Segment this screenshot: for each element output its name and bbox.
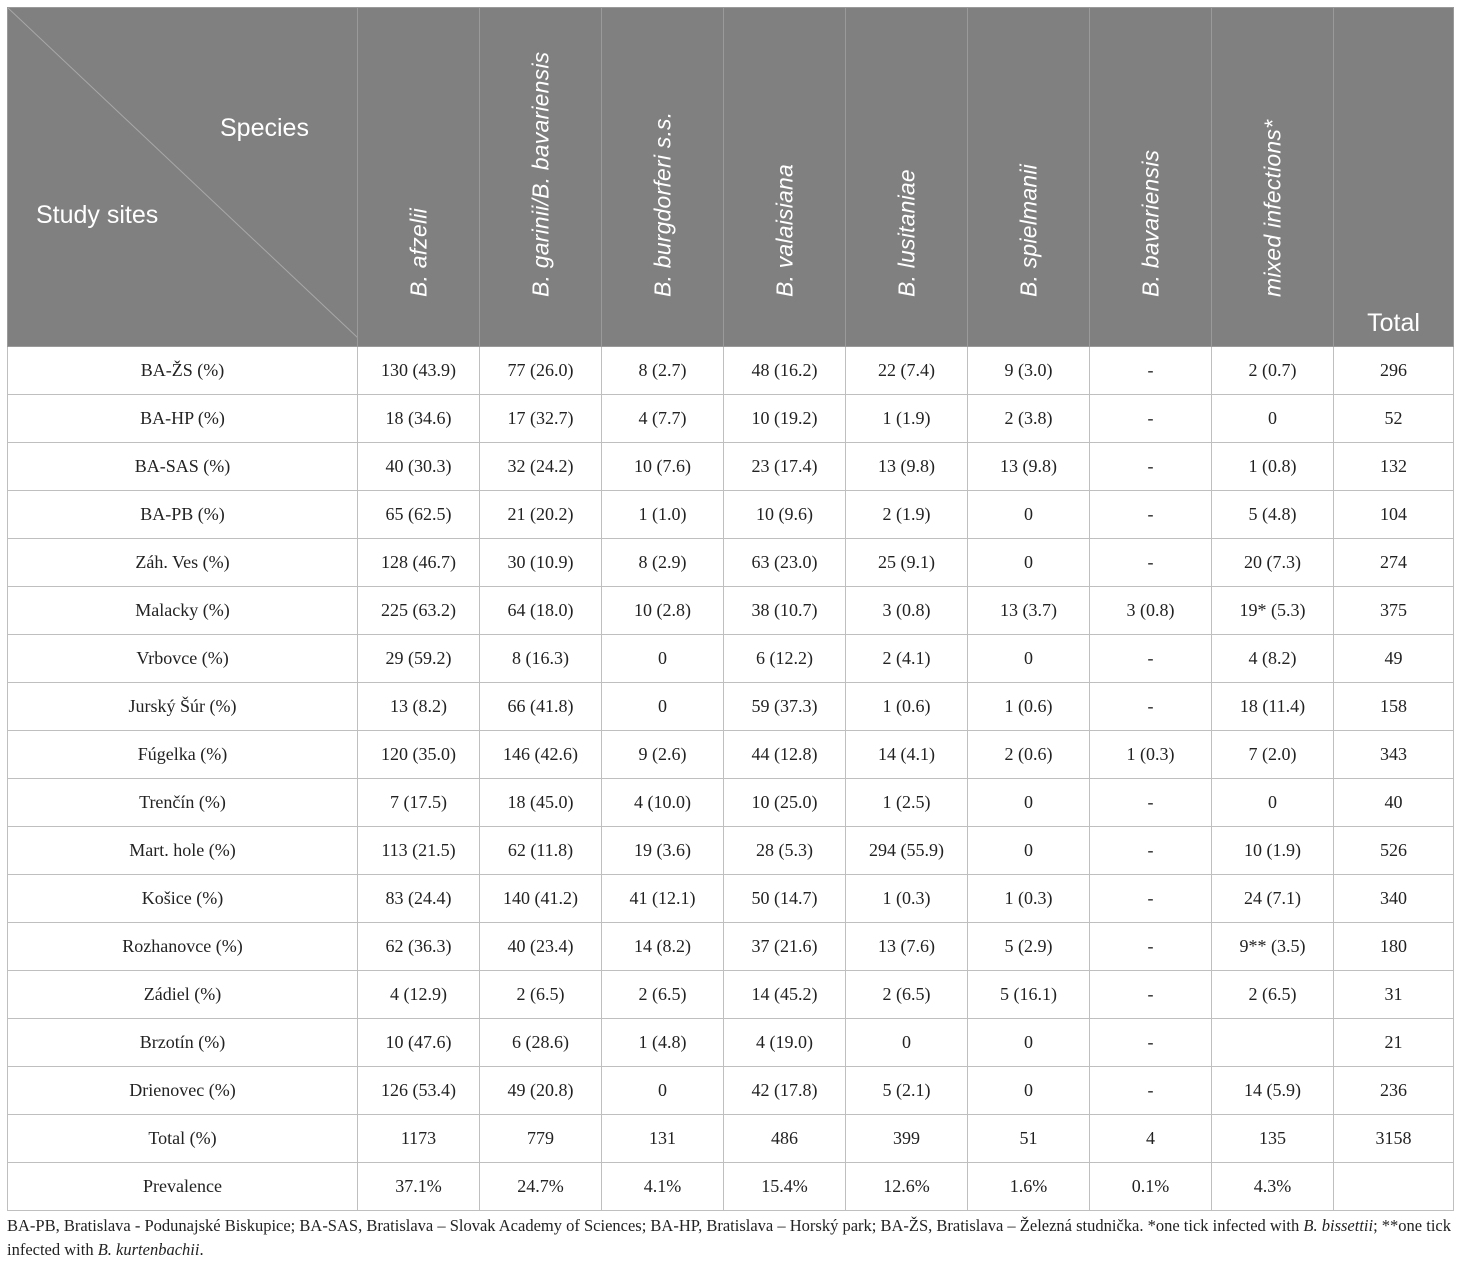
table-cell: - bbox=[1090, 875, 1212, 923]
table-row bbox=[8, 1163, 1454, 1211]
table-cell: 18 (34.6) bbox=[358, 395, 480, 443]
column-header-b-valaisiana: B. valaisiana bbox=[724, 8, 846, 347]
table-row bbox=[8, 491, 1454, 539]
table-cell: 19 (3.6) bbox=[602, 827, 724, 875]
table-cell: 2 (6.5) bbox=[602, 971, 724, 1019]
header-row bbox=[8, 8, 1454, 347]
footnote-text-2: ; **one tick infected with bbox=[7, 1216, 1451, 1259]
table-row bbox=[8, 971, 1454, 1019]
table-cell: 63 (23.0) bbox=[724, 539, 846, 587]
table-cell: 2 (1.9) bbox=[846, 491, 968, 539]
row-site-label: Fúgelka (%) bbox=[8, 731, 358, 779]
table-cell: 13 (9.8) bbox=[968, 443, 1090, 491]
row-site-label: Total (%) bbox=[8, 1115, 358, 1163]
column-header-b-lusitaniae: B. lusitaniae bbox=[846, 8, 968, 347]
table-cell: 12.6% bbox=[846, 1163, 968, 1211]
table-cell: 0 bbox=[602, 1067, 724, 1115]
table-cell: 59 (37.3) bbox=[724, 683, 846, 731]
table-row bbox=[8, 779, 1454, 827]
row-site-label: Záh. Ves (%) bbox=[8, 539, 358, 587]
table-row bbox=[8, 1019, 1454, 1067]
column-header-b-afzelii: B. afzelii bbox=[358, 8, 480, 347]
table-cell: 48 (16.2) bbox=[724, 347, 846, 395]
table-cell: 113 (21.5) bbox=[358, 827, 480, 875]
table-cell: 0 bbox=[846, 1019, 968, 1067]
row-site-label: Košice (%) bbox=[8, 875, 358, 923]
row-site-label: Vrbovce (%) bbox=[8, 635, 358, 683]
table-cell: 9 (3.0) bbox=[968, 347, 1090, 395]
table-cell: 2 (6.5) bbox=[1212, 971, 1334, 1019]
table-cell: 10 (1.9) bbox=[1212, 827, 1334, 875]
table-cell: 2 (3.8) bbox=[968, 395, 1090, 443]
table-cell: 1173 bbox=[358, 1115, 480, 1163]
table-cell: 41 (12.1) bbox=[602, 875, 724, 923]
table-row bbox=[8, 875, 1454, 923]
table-cell: 130 (43.9) bbox=[358, 347, 480, 395]
table-cell: 62 (11.8) bbox=[480, 827, 602, 875]
table-cell: 64 (18.0) bbox=[480, 587, 602, 635]
table-cell: 30 (10.9) bbox=[480, 539, 602, 587]
table-cell: 158 bbox=[1334, 683, 1454, 731]
table-row bbox=[8, 923, 1454, 971]
table-cell: 9** (3.5) bbox=[1212, 923, 1334, 971]
table-cell: 28 (5.3) bbox=[724, 827, 846, 875]
table-cell: 0 bbox=[968, 491, 1090, 539]
table-cell: 2 (0.6) bbox=[968, 731, 1090, 779]
table-row bbox=[8, 539, 1454, 587]
table-cell: 4.3% bbox=[1212, 1163, 1334, 1211]
table-cell: - bbox=[1090, 971, 1212, 1019]
table-cell: 9 (2.6) bbox=[602, 731, 724, 779]
column-header-b-burgdorferi: B. burgdorferi s.s. bbox=[602, 8, 724, 347]
table-cell: 399 bbox=[846, 1115, 968, 1163]
table-cell: 343 bbox=[1334, 731, 1454, 779]
row-site-label: Prevalence bbox=[8, 1163, 358, 1211]
table-cell: - bbox=[1090, 683, 1212, 731]
table-cell: 38 (10.7) bbox=[724, 587, 846, 635]
table-cell: 52 bbox=[1334, 395, 1454, 443]
row-site-label: Drienovec (%) bbox=[8, 1067, 358, 1115]
table-row bbox=[8, 443, 1454, 491]
table-cell: - bbox=[1090, 779, 1212, 827]
table-cell: 120 (35.0) bbox=[358, 731, 480, 779]
table-cell: 2 (6.5) bbox=[480, 971, 602, 1019]
table-cell: - bbox=[1090, 1019, 1212, 1067]
table-cell: 66 (41.8) bbox=[480, 683, 602, 731]
table-cell: 340 bbox=[1334, 875, 1454, 923]
header-species-label: Species bbox=[220, 114, 309, 142]
table-cell: 13 (7.6) bbox=[846, 923, 968, 971]
footnote-species-1: B. bissettii bbox=[1303, 1216, 1374, 1235]
table-cell: 14 (5.9) bbox=[1212, 1067, 1334, 1115]
table-cell: 44 (12.8) bbox=[724, 731, 846, 779]
table-cell: 15.4% bbox=[724, 1163, 846, 1211]
table-cell: 51 bbox=[968, 1115, 1090, 1163]
table-cell: 17 (32.7) bbox=[480, 395, 602, 443]
table-cell: 0 bbox=[1212, 395, 1334, 443]
table-cell: - bbox=[1090, 443, 1212, 491]
table-footnote bbox=[7, 1214, 1455, 1262]
table-cell: 1 (0.3) bbox=[846, 875, 968, 923]
table-cell: 225 (63.2) bbox=[358, 587, 480, 635]
table-cell: 3 (0.8) bbox=[846, 587, 968, 635]
table-row bbox=[8, 1067, 1454, 1115]
table-cell: 8 (2.9) bbox=[602, 539, 724, 587]
table-cell: 7 (2.0) bbox=[1212, 731, 1334, 779]
table-cell: 486 bbox=[724, 1115, 846, 1163]
table-cell: 6 (28.6) bbox=[480, 1019, 602, 1067]
table-cell: 40 (30.3) bbox=[358, 443, 480, 491]
table-cell: - bbox=[1090, 347, 1212, 395]
table-cell: 14 (8.2) bbox=[602, 923, 724, 971]
header-corner-cell bbox=[8, 8, 358, 347]
table-cell: 0 bbox=[968, 779, 1090, 827]
column-header-b-spielmanii: B. spielmanii bbox=[968, 8, 1090, 347]
table-cell: 132 bbox=[1334, 443, 1454, 491]
table-body bbox=[8, 347, 1454, 1211]
table-row bbox=[8, 635, 1454, 683]
table-cell: - bbox=[1090, 491, 1212, 539]
table-cell: 5 (4.8) bbox=[1212, 491, 1334, 539]
table-cell: 10 (7.6) bbox=[602, 443, 724, 491]
table-cell: 40 bbox=[1334, 779, 1454, 827]
table-cell: 18 (45.0) bbox=[480, 779, 602, 827]
table-cell: 0 bbox=[968, 635, 1090, 683]
table-cell: 8 (2.7) bbox=[602, 347, 724, 395]
table-cell: 2 (4.1) bbox=[846, 635, 968, 683]
table-cell: 3 (0.8) bbox=[1090, 587, 1212, 635]
table-cell: 10 (9.6) bbox=[724, 491, 846, 539]
table-row bbox=[8, 1115, 1454, 1163]
table-cell: 236 bbox=[1334, 1067, 1454, 1115]
table-cell: 104 bbox=[1334, 491, 1454, 539]
table-row bbox=[8, 347, 1454, 395]
table-cell: 65 (62.5) bbox=[358, 491, 480, 539]
species-prevalence-table bbox=[7, 7, 1454, 1211]
table-cell: 42 (17.8) bbox=[724, 1067, 846, 1115]
column-header-total: Total bbox=[1334, 8, 1454, 347]
table-cell: 4 (10.0) bbox=[602, 779, 724, 827]
row-site-label: BA-PB (%) bbox=[8, 491, 358, 539]
table-cell: 1 (2.5) bbox=[846, 779, 968, 827]
row-site-label: BA-SAS (%) bbox=[8, 443, 358, 491]
corner-diagonal bbox=[8, 8, 358, 338]
table-cell: 0.1% bbox=[1090, 1163, 1212, 1211]
row-site-label: BA-HP (%) bbox=[8, 395, 358, 443]
table-cell: 1 (4.8) bbox=[602, 1019, 724, 1067]
table-cell: 40 (23.4) bbox=[480, 923, 602, 971]
table-cell: 7 (17.5) bbox=[358, 779, 480, 827]
table-cell: 4 bbox=[1090, 1115, 1212, 1163]
table-cell: 126 (53.4) bbox=[358, 1067, 480, 1115]
table-cell: 0 bbox=[602, 635, 724, 683]
row-site-label: Mart. hole (%) bbox=[8, 827, 358, 875]
table-cell: 131 bbox=[602, 1115, 724, 1163]
table-cell: 1 (0.6) bbox=[968, 683, 1090, 731]
table-cell: 140 (41.2) bbox=[480, 875, 602, 923]
table-cell: 37.1% bbox=[358, 1163, 480, 1211]
table-cell: 0 bbox=[1212, 779, 1334, 827]
table-cell: 5 (2.1) bbox=[846, 1067, 968, 1115]
table-cell: 20 (7.3) bbox=[1212, 539, 1334, 587]
table-cell: - bbox=[1090, 395, 1212, 443]
table-cell: 21 bbox=[1334, 1019, 1454, 1067]
table-cell: 0 bbox=[968, 827, 1090, 875]
table-row bbox=[8, 731, 1454, 779]
table-cell bbox=[1212, 1019, 1334, 1067]
table-cell: 13 (9.8) bbox=[846, 443, 968, 491]
table-cell: 37 (21.6) bbox=[724, 923, 846, 971]
table-cell: 1 (0.3) bbox=[968, 875, 1090, 923]
row-site-label: Trenčín (%) bbox=[8, 779, 358, 827]
table-cell: 296 bbox=[1334, 347, 1454, 395]
table-cell: 18 (11.4) bbox=[1212, 683, 1334, 731]
table-cell: 274 bbox=[1334, 539, 1454, 587]
footnote-species-2: B. kurtenbachii bbox=[97, 1240, 200, 1259]
column-header-mixed-infections: mixed infections* bbox=[1212, 8, 1334, 347]
table-cell: 8 (16.3) bbox=[480, 635, 602, 683]
footnote-abbreviations: BA-PB, Bratislava - Podunajské Biskupice; BA-SAS, Bratislava – Slovak Academy of Sciences; BA-HP, Bratislava – Horský park; BA-ŽS, Bratislava – Železná studnička. *one tick infected with bbox=[7, 1216, 1300, 1235]
table-cell: 375 bbox=[1334, 587, 1454, 635]
footnote-text-3: . bbox=[199, 1240, 204, 1259]
table-cell: 25 (9.1) bbox=[846, 539, 968, 587]
table-cell: 23 (17.4) bbox=[724, 443, 846, 491]
table-row bbox=[8, 587, 1454, 635]
table-cell: 62 (36.3) bbox=[358, 923, 480, 971]
table-cell: 22 (7.4) bbox=[846, 347, 968, 395]
header-study-sites-label: Study sites bbox=[36, 201, 159, 229]
row-site-label: Zádiel (%) bbox=[8, 971, 358, 1019]
table-cell: 0 bbox=[602, 683, 724, 731]
table-cell: 14 (45.2) bbox=[724, 971, 846, 1019]
table-row bbox=[8, 827, 1454, 875]
table-cell: 21 (20.2) bbox=[480, 491, 602, 539]
row-site-label: Malacky (%) bbox=[8, 587, 358, 635]
row-site-label: Jurský Šúr (%) bbox=[8, 683, 358, 731]
table-cell: 1 (1.0) bbox=[602, 491, 724, 539]
row-site-label: Brzotín (%) bbox=[8, 1019, 358, 1067]
column-header-b-bavariensis: B. bavariensis bbox=[1090, 8, 1212, 347]
table-cell: 6 (12.2) bbox=[724, 635, 846, 683]
row-site-label: Rozhanovce (%) bbox=[8, 923, 358, 971]
table-row bbox=[8, 683, 1454, 731]
table-cell: 1 (0.3) bbox=[1090, 731, 1212, 779]
table-cell: - bbox=[1090, 539, 1212, 587]
table-cell: 10 (47.6) bbox=[358, 1019, 480, 1067]
table-cell: 31 bbox=[1334, 971, 1454, 1019]
table-cell: - bbox=[1090, 635, 1212, 683]
table-cell: 4 (8.2) bbox=[1212, 635, 1334, 683]
table-cell: 2 (6.5) bbox=[846, 971, 968, 1019]
table-cell: 1 (1.9) bbox=[846, 395, 968, 443]
table-cell: 49 (20.8) bbox=[480, 1067, 602, 1115]
table-cell: 2 (0.7) bbox=[1212, 347, 1334, 395]
table-cell: 128 (46.7) bbox=[358, 539, 480, 587]
table-cell: 49 bbox=[1334, 635, 1454, 683]
table-row bbox=[8, 395, 1454, 443]
table-cell: 146 (42.6) bbox=[480, 731, 602, 779]
table-cell: 4.1% bbox=[602, 1163, 724, 1211]
table-cell: 10 (25.0) bbox=[724, 779, 846, 827]
table-cell: 4 (19.0) bbox=[724, 1019, 846, 1067]
table-cell: 50 (14.7) bbox=[724, 875, 846, 923]
table-cell: 24.7% bbox=[480, 1163, 602, 1211]
table-cell: 779 bbox=[480, 1115, 602, 1163]
table-cell: 1.6% bbox=[968, 1163, 1090, 1211]
column-header-b-garinii-bavariensis: B. garinii/B. bavariensis bbox=[480, 8, 602, 347]
table-cell: 83 (24.4) bbox=[358, 875, 480, 923]
table-cell: 14 (4.1) bbox=[846, 731, 968, 779]
table-cell: 0 bbox=[968, 539, 1090, 587]
table-cell: 19* (5.3) bbox=[1212, 587, 1334, 635]
table-cell: 29 (59.2) bbox=[358, 635, 480, 683]
table-cell: 4 (12.9) bbox=[358, 971, 480, 1019]
table-cell: 24 (7.1) bbox=[1212, 875, 1334, 923]
table-cell: - bbox=[1090, 1067, 1212, 1115]
table-cell bbox=[1334, 1163, 1454, 1211]
table-cell: 13 (8.2) bbox=[358, 683, 480, 731]
table-cell: 5 (16.1) bbox=[968, 971, 1090, 1019]
table-cell: 135 bbox=[1212, 1115, 1334, 1163]
table-cell: 4 (7.7) bbox=[602, 395, 724, 443]
table-cell: 0 bbox=[968, 1067, 1090, 1115]
table-cell: - bbox=[1090, 923, 1212, 971]
table-cell: 1 (0.6) bbox=[846, 683, 968, 731]
table-cell: - bbox=[1090, 827, 1212, 875]
row-site-label: BA-ŽS (%) bbox=[8, 347, 358, 395]
table-cell: 526 bbox=[1334, 827, 1454, 875]
table-cell: 10 (19.2) bbox=[724, 395, 846, 443]
table-cell: 3158 bbox=[1334, 1115, 1454, 1163]
table-cell: 13 (3.7) bbox=[968, 587, 1090, 635]
table-cell: 5 (2.9) bbox=[968, 923, 1090, 971]
table-cell: 1 (0.8) bbox=[1212, 443, 1334, 491]
table-cell: 32 (24.2) bbox=[480, 443, 602, 491]
table-cell: 180 bbox=[1334, 923, 1454, 971]
table-cell: 10 (2.8) bbox=[602, 587, 724, 635]
table-cell: 294 (55.9) bbox=[846, 827, 968, 875]
table-cell: 0 bbox=[968, 1019, 1090, 1067]
table-cell: 77 (26.0) bbox=[480, 347, 602, 395]
